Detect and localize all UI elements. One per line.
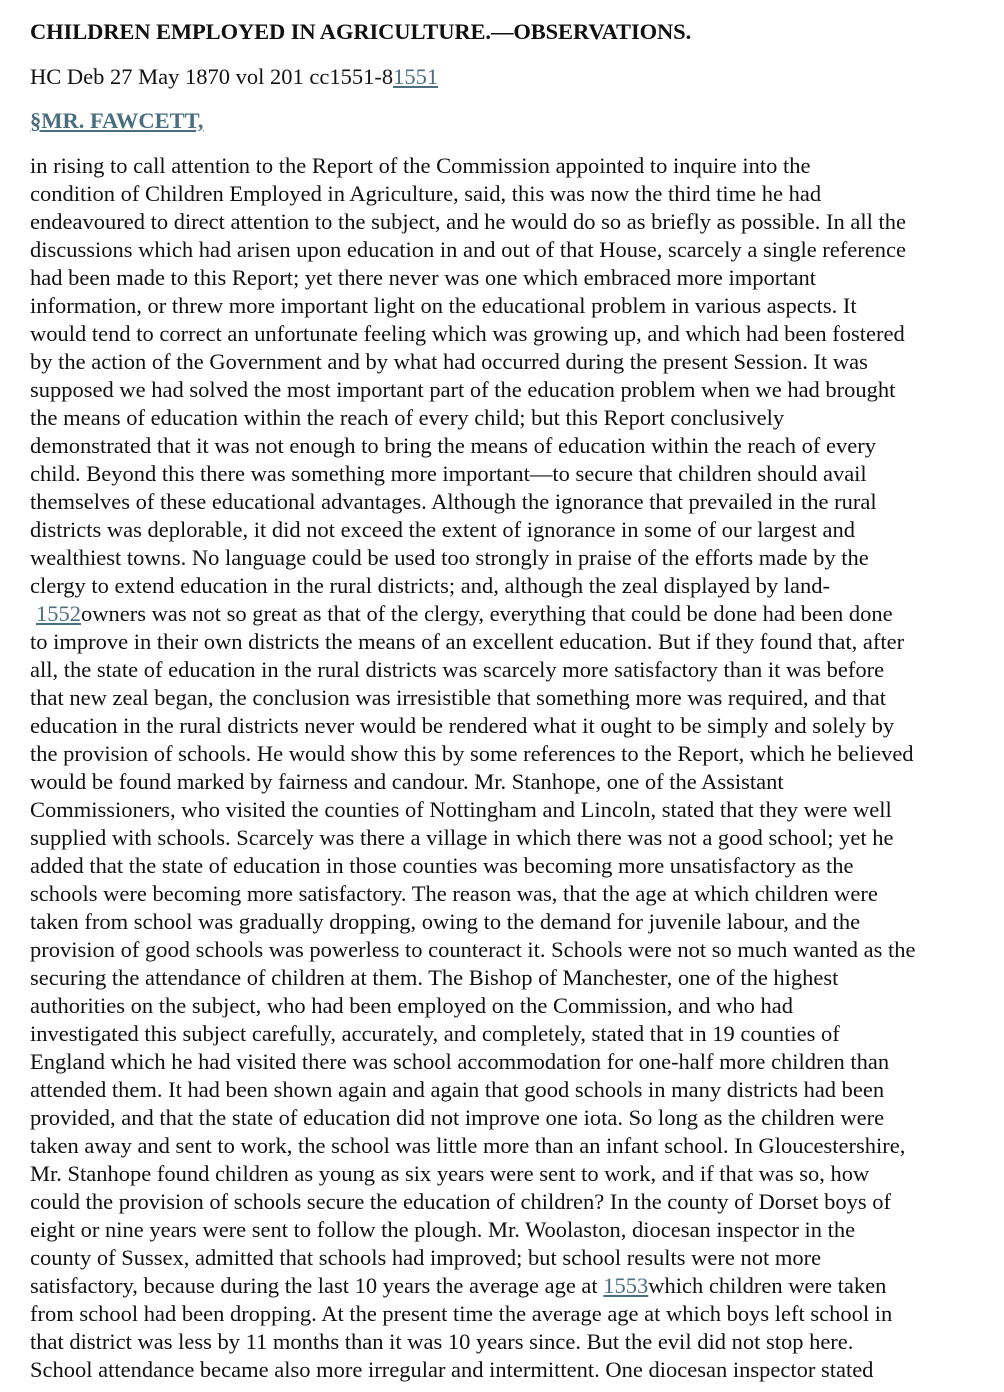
text-line: Commissioners, who visited the counties of Nottingham and Lincoln, stated that they were well [30,797,892,822]
text-line: provision of good schools was powerless to counteract it. Schools were not so much wanted as the [30,937,916,962]
text-line: supposed we had solved the most important part of the education problem when we had brought [30,377,896,402]
text-line-segment: satisfactory, because during the last 10 years the average age at [30,1273,604,1298]
text-line-segment: which children were taken [648,1273,887,1298]
text-line: demonstrated that it was not enough to bring the means of education within the reach of every [30,433,877,458]
speaker-link[interactable] [30,108,204,133]
text-line: that district was less by 11 months than it was 10 years since. But the evil did not stop here. [30,1329,854,1354]
text-line: wealthiest towns. No language could be used too strongly in praise of the efforts made by the [30,545,869,570]
text-line: School attendance became also more irregular and intermittent. One diocesan inspector stated [30,1357,874,1382]
text-line: that new zeal began, the conclusion was irresistible that something more was required, and that [30,685,886,710]
text-line: schools were becoming more satisfactory. The reason was, that the age at which children were [30,881,878,906]
text-line: in rising to call attention to the Report of the Commission appointed to inquire into the [30,153,811,178]
text-line: themselves of these educational advantages. Although the ignorance that prevailed in the rural [30,489,877,514]
text-line: attended them. It had been shown again and again that good schools in many districts had been [30,1077,885,1102]
text-line: England which he had visited there was school accommodation for one-half more children than [30,1049,890,1074]
text-line: would tend to correct an unfortunate feeling which was growing up, and which had been fostered [30,321,905,346]
speaker-name: MR. FAWCETT, [41,108,204,133]
text-line: discussions which had arisen upon education in and out of that House, scarcely a single reference [30,237,906,262]
text-line: districts was deplorable, it did not exceed the extent of ignorance in some of our largest and [30,517,855,542]
speech-body [30,152,970,1384]
page-title: CHILDREN EMPLOYED IN AGRICULTURE.—OBSERVATIONS. [30,19,692,44]
text-line: from school had been dropping. At the present time the average age at which boys left school in [30,1301,893,1326]
text-line: county of Sussex, admitted that schools had improved; but school results were not more [30,1245,822,1270]
text-line: clergy to extend education in the rural districts; and, although the zeal displayed by land- [30,573,830,598]
text-line: taken from school was gradually dropping, owing to the demand for juvenile labour, and the [30,909,861,934]
speaker-heading [30,108,204,134]
section-mark: § [30,108,42,133]
text-line: could the provision of schools secure the education of children? In the county of Dorset boys of [30,1189,892,1214]
text-line: had been made to this Report; yet there never was one which embraced more important [30,265,816,290]
text-line: condition of Children Employed in Agriculture, said, this was now the third time he had [30,181,822,206]
text-line-with-column-marker [30,1272,970,1300]
text-line: to improve in their own districts the means of an excellent education. But if they found that, after [30,629,905,654]
column-link-1551[interactable]: 1551 [393,64,439,89]
text-line: Mr. Stanhope found children as young as six years were sent to work, and if that was so, how [30,1161,870,1186]
text-line: provided, and that the state of education did not improve one iota. So long as the children were [30,1105,885,1130]
text-line: authorities on the subject, who had been employed on the Commission, and who had [30,993,793,1018]
text-line: investigated this subject carefully, accurately, and completely, stated that in 19 counties of [30,1021,840,1046]
text-line: child. Beyond this there was something more important—to secure that children should avail [30,461,867,486]
text-line: would be found marked by fairness and candour. Mr. Stanhope, one of the Assistant [30,769,784,794]
text-line: added that the state of education in those counties was becoming more unsatisfactory as the [30,853,854,878]
text-line: eight or nine years were sent to follow the plough. Mr. Woolaston, diocesan inspector in the [30,1217,856,1242]
text-line: securing the attendance of children at them. The Bishop of Manchester, one of the highest [30,965,839,990]
text-line: endeavoured to direct attention to the subject, and he would do so as briefly as possible. In all the [30,209,907,234]
column-link-1553[interactable]: 1553 [603,1273,649,1298]
text-line: taken away and sent to work, the school was little more than an infant school. In Gloucestershire, [30,1133,906,1158]
text-line-with-column-marker [30,600,970,628]
text-line: supplied with schools. Scarcely was there a village in which there was not a good school; yet he [30,825,894,850]
text-line: the provision of schools. He would show this by some references to the Report, which he believed [30,741,914,766]
citation [30,64,438,90]
column-link-1552[interactable]: 1552 [36,601,81,626]
text-line: information, or threw more important light on the educational problem in various aspects. It [30,293,857,318]
text-line-segment: owners was not so great as that of the clergy, everything that could be done had been done [81,601,893,626]
text-line: the means of education within the reach of every child; but this Report conclusively [30,405,785,430]
citation-text: HC Deb 27 May 1870 vol 201 cc1551-8 [30,64,394,89]
text-line: all, the state of education in the rural districts was scarcely more satisfactory than it was before [30,657,885,682]
text-line: education in the rural districts never would be rendered what it ought to be simply and solely by [30,713,895,738]
text-line: by the action of the Government and by what had occurred during the present Session. It was [30,349,868,374]
